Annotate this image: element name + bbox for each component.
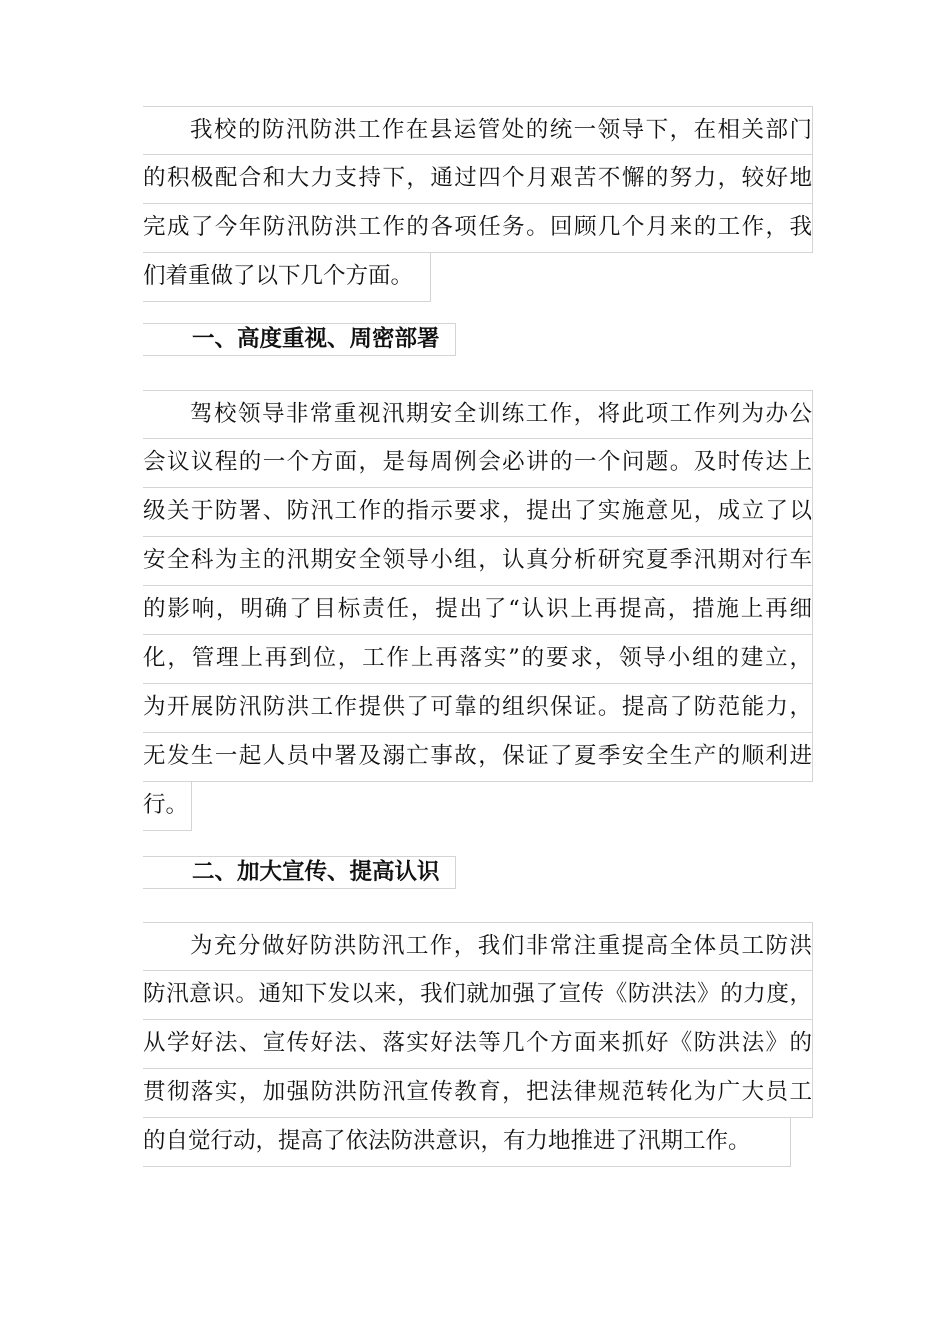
section-2-paragraph [143,922,813,1167]
paragraph-line: 的积极配合和大力支持下，通过四个月艰苦不懈的努力，较好地 [143,155,813,204]
paragraph-line: 驾校领导非常重视汛期安全训练工作，将此项工作列为办公 [143,390,813,439]
paragraph-line: 防汛意识。通知下发以来，我们就加强了宣传《防洪法》的力度， [143,971,813,1020]
section-heading-2: 二、加大宣传、提高认识 [143,856,456,889]
paragraph-line: 化，管理上再到位，工作上再落实”的要求，领导小组的建立， [143,635,813,684]
paragraph-line: 完成了今年防汛防洪工作的各项任务。回顾几个月来的工作，我 [143,204,813,253]
paragraph-line: 为充分做好防洪防汛工作，我们非常注重提高全体员工防洪 [143,922,813,971]
paragraph-line: 们着重做了以下几个方面。 [143,253,431,302]
paragraph-line: 贯彻落实，加强防洪防汛宣传教育，把法律规范转化为广大员工 [143,1069,813,1118]
paragraph-line: 我校的防汛防洪工作在县运管处的统一领导下，在相关部门 [143,106,813,155]
paragraph-line: 从学好法、宣传好法、落实好法等几个方面来抓好《防洪法》的 [143,1020,813,1069]
section-heading-1: 一、高度重视、周密部署 [143,323,456,356]
paragraph-line: 行。 [143,782,192,831]
paragraph-line: 安全科为主的汛期安全领导小组，认真分析研究夏季汛期对行车 [143,537,813,586]
intro-paragraph [143,106,813,302]
paragraph-line: 的影响，明确了目标责任，提出了“认识上再提高，措施上再细 [143,586,813,635]
paragraph-line: 的自觉行动，提高了依法防洪意识，有力地推进了汛期工作。 [143,1118,791,1167]
paragraph-line: 会议议程的一个方面，是每周例会必讲的一个问题。及时传达上 [143,439,813,488]
paragraph-line: 无发生一起人员中署及溺亡事故，保证了夏季安全生产的顺利进 [143,733,813,782]
section-1-paragraph [143,390,813,831]
paragraph-line: 为开展防汛防洪工作提供了可靠的组织保证。提高了防范能力， [143,684,813,733]
paragraph-line: 级关于防署、防汛工作的指示要求，提出了实施意见，成立了以 [143,488,813,537]
